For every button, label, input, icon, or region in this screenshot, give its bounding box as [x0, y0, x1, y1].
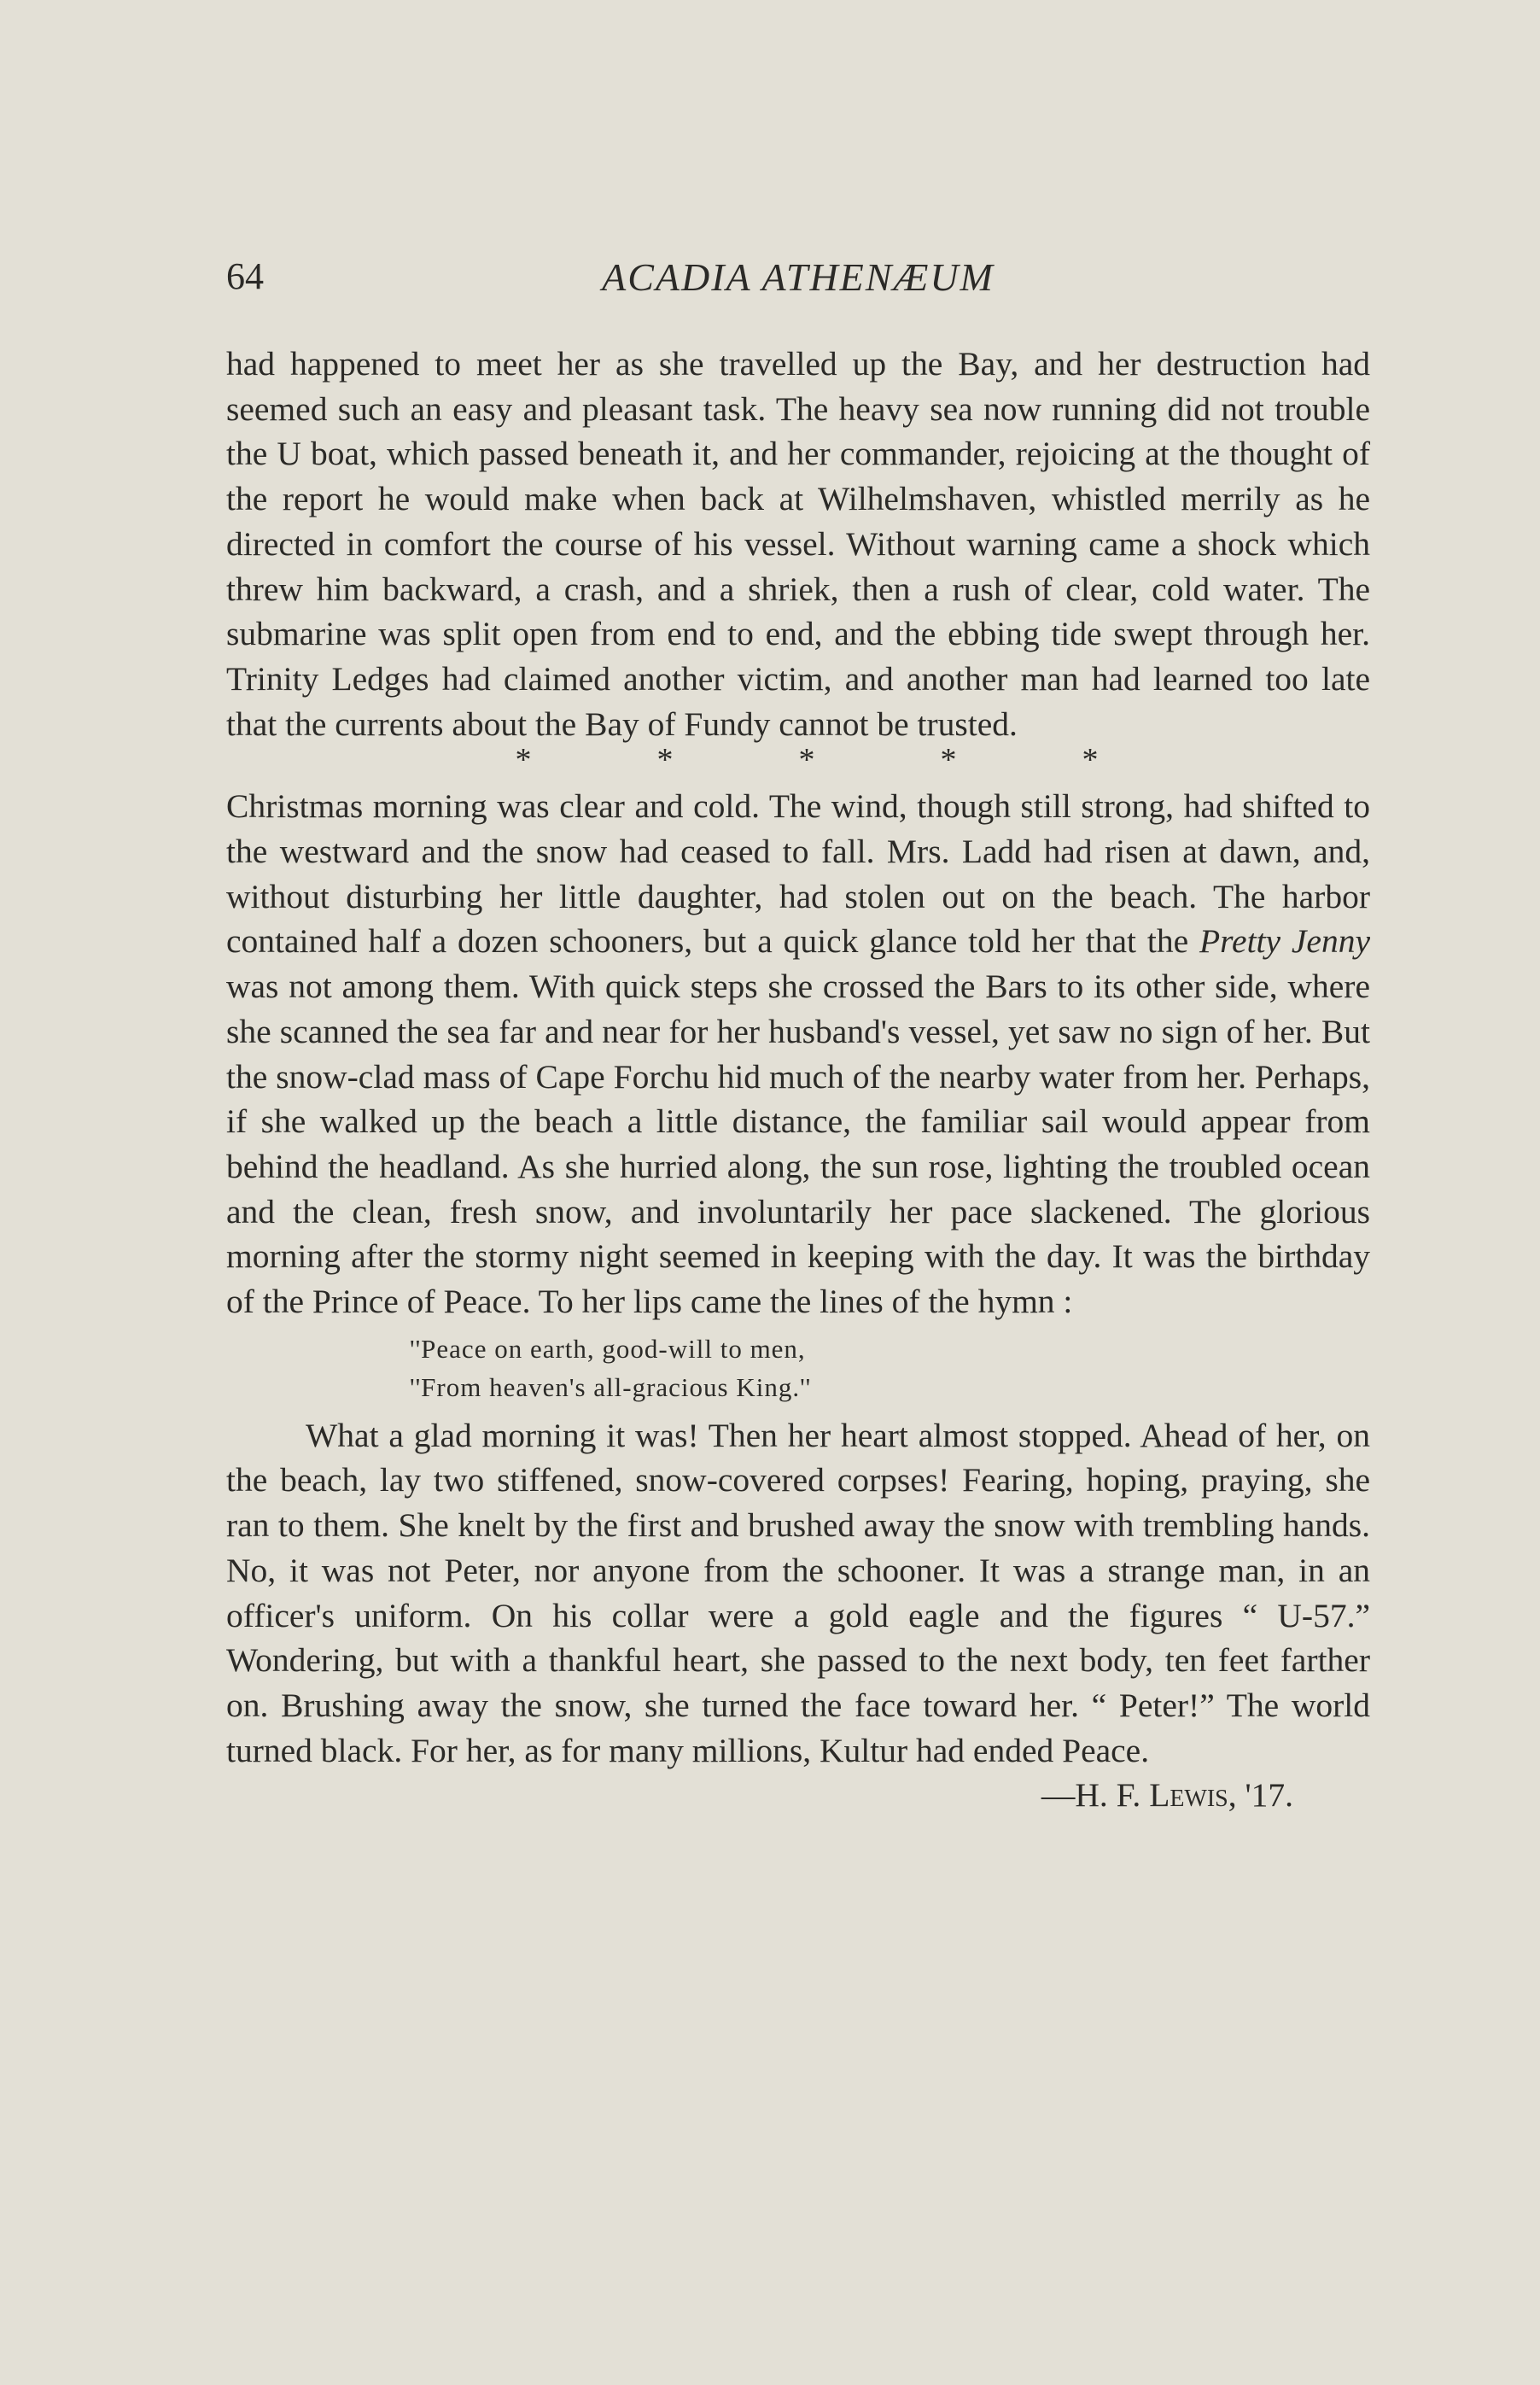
signature-name: Lewis: [1149, 1776, 1228, 1815]
vessel-name: Pretty Jenny: [1199, 922, 1371, 961]
author-signature: [226, 1773, 1370, 1818]
page-number: 64: [226, 255, 264, 297]
paragraph-2-text-b: was not among them. With quick steps she crossed the Bars to its other side, where she scanned the sea far and near for her husband's vessel, yet saw no sign of her. But the snow-clad mass of Cape Forchu hid much of the nearby water from her. Perhaps, if she walked up the beach a little distance, the familiar sail would appear from behind the headland. As she hurried along, the sun rose, lighting the troubled ocean and the clean, fresh snow, and involuntarily her pace slackened. The glorious morning after the stormy night seemed in keeping with the day. It was the birthday of the Prince of Peace. To her lips came the lines of the hymn :: [226, 967, 1370, 1321]
separator-asterisk: *: [656, 742, 674, 779]
page-header: [226, 254, 1370, 314]
signature-prefix: —H. F.: [1041, 1776, 1150, 1815]
separator-asterisk: *: [515, 742, 532, 779]
separator-asterisk: *: [798, 742, 815, 779]
running-title: ACADIA ATHENÆUM: [602, 255, 995, 299]
separator-asterisk: *: [1082, 742, 1099, 779]
hymn-quote: [226, 1330, 1370, 1406]
paragraph-3: What a glad morning it was! Then her heart almost stopped. Ahead of her, on the beach, lay two stiffened, snow-covered corpses! Fearing, hoping, praying, she ran to them. She knelt by the first and brushed away the snow with trembling hands. No, it was not Peter, nor anyone from the schooner. It was a strange man, in an officer's uniform. On his collar were a gold eagle and the figures “ U-57.” Wondering, but with a thankful heart, she passed to the next body, ten feet farther on. Brushing away the snow, she turned the face toward her. “ Peter!” The world turned black. For her, as for many millions, Kultur had ended Peace.: [226, 1416, 1370, 1769]
paragraph-2: [226, 784, 1370, 1324]
paragraph-2-text-a: Christmas morning was clear and cold. The wind, though still strong, had shifted to the westward and the snow had ceased to fall. Mrs. Ladd had risen at dawn, and, without disturbing her little daughter, had stolen out on the beach. The harbor contained half a dozen schooners, but a quick glance told her that the: [226, 787, 1370, 961]
article-body: [226, 342, 1370, 1818]
separator-asterisk: *: [940, 742, 957, 779]
signature-suffix: , '17.: [1228, 1776, 1293, 1815]
hymn-line: ''Peace on earth, good-will to men,: [410, 1333, 806, 1364]
paragraph-1: had happened to meet her as she travelled up the Bay, and her destruction had seemed such an easy and pleasant task. The heavy sea now running did not trouble the U boat, which passed beneath it, and her commander, rejoicing at the thought of the report he would make when back at Wilhelmshaven, whistled merrily as he directed in comfort the course of his vessel. Without warning came a shock which threw him backward, a crash, and a shriek, then a rush of clear, cold water. The submarine was split open from end to end, and the ebbing tide swept through her. Trinity Ledges had claimed another victim, and another man had learned too late that the currents about the Bay of Fundy cannot be trusted.: [226, 345, 1370, 743]
hymn-line: ''From heaven's all-gracious King.'': [410, 1371, 812, 1402]
